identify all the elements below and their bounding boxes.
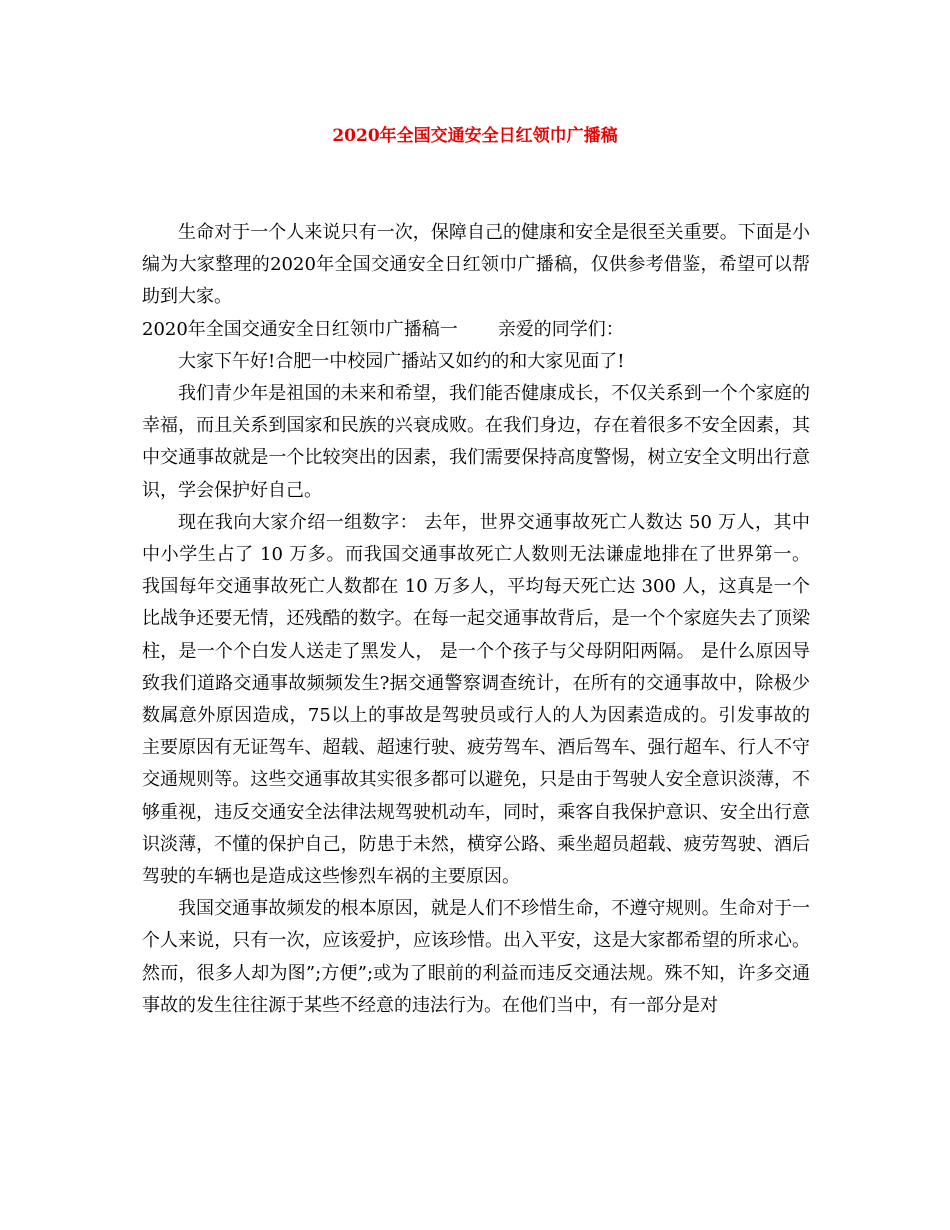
greeting-paragraph: 大家下午好!合肥一中校园广播站又如约的和大家见面了! [178, 350, 625, 372]
section-heading-line [142, 314, 810, 346]
intro-paragraph: 生命对于一个人来说只有一次，保障自己的健康和安全是很至关重要。下面是小编为大家整理的2020年全国交通安全日红领巾广播稿，仅供参考借鉴，希望可以帮助到大家。 [142, 222, 810, 308]
section-heading: 2020年全国交通安全日红领巾广播稿一 [142, 318, 458, 340]
body-paragraph-1: 我们青少年是祖国的未来和希望，我们能否健康成长，不仅关系到一个个家庭的幸福，而且关系到国家和民族的兴衰成败。在我们身边，存在着很多不安全因素，其中交通事故就是一个比较突出的因素，我们需要保持高度警惕，树立安全文明出行意识，学会保护好自己。 [142, 383, 810, 501]
body-paragraph-3: 我国交通事故频发的根本原因，就是人们不珍惜生命，不遵守规则。生命对于一个人来说，只有一次，应该爱护，应该珍惜。出入平安，这是大家都希望的所求心。然而，很多人却为图”;方便”;或为了眼前的利益而违反交通法规。殊不知，许多交通事故的发生往往源于某些不经意的违法行为。在他们当中，有一部分是对 [142, 898, 810, 1016]
salutation: 亲爱的同学们： [497, 318, 624, 340]
document-title: 2020年全国交通安全日红领巾广播稿 [332, 126, 618, 146]
document-body [142, 217, 810, 1022]
body-paragraph-2: 现在我向大家介绍一组数字： 去年，世界交通事故死亡人数达 50 万人，其中中小学生占了 10 万多。而我国交通事故死亡人数则无法谦虚地排在了世界第一。 我国每年交通事故死亡人数都在 10 万多人，平均每天死亡达 300 人，这真是一个比战争还要无情，还残酷的数字。在每一起交通事故背后，是一个个家庭失去了顶梁柱，是一个个白发人送走了黑发人， 是一个个孩子与父母阴阳两隔。 是什么原因导致我们道路交通事故频频发生?据交通警察调查统计，在所有的交通事故中，除极少数属意外原因造成，75以上的事故是驾驶员或行人的人为因素造成的。引发事故的主要原因有无证驾车、超载、超速行驶、疲劳驾车、酒后驾车、强行超车、行人不守交通规则等。这些交通事故其实很多都可以避免，只是由于驾驶人安全意识淡薄，不够重视，违反交通安全法律法规驾驶机动车，同时，乘客自我保护意识、安全出行意识淡薄，不懂的保护自己，防患于未然，横穿公路、乘坐超员超载、疲劳驾驶、酒后驾驶的车辆也是造成这些惨烈车祸的主要原因。 [142, 511, 810, 888]
